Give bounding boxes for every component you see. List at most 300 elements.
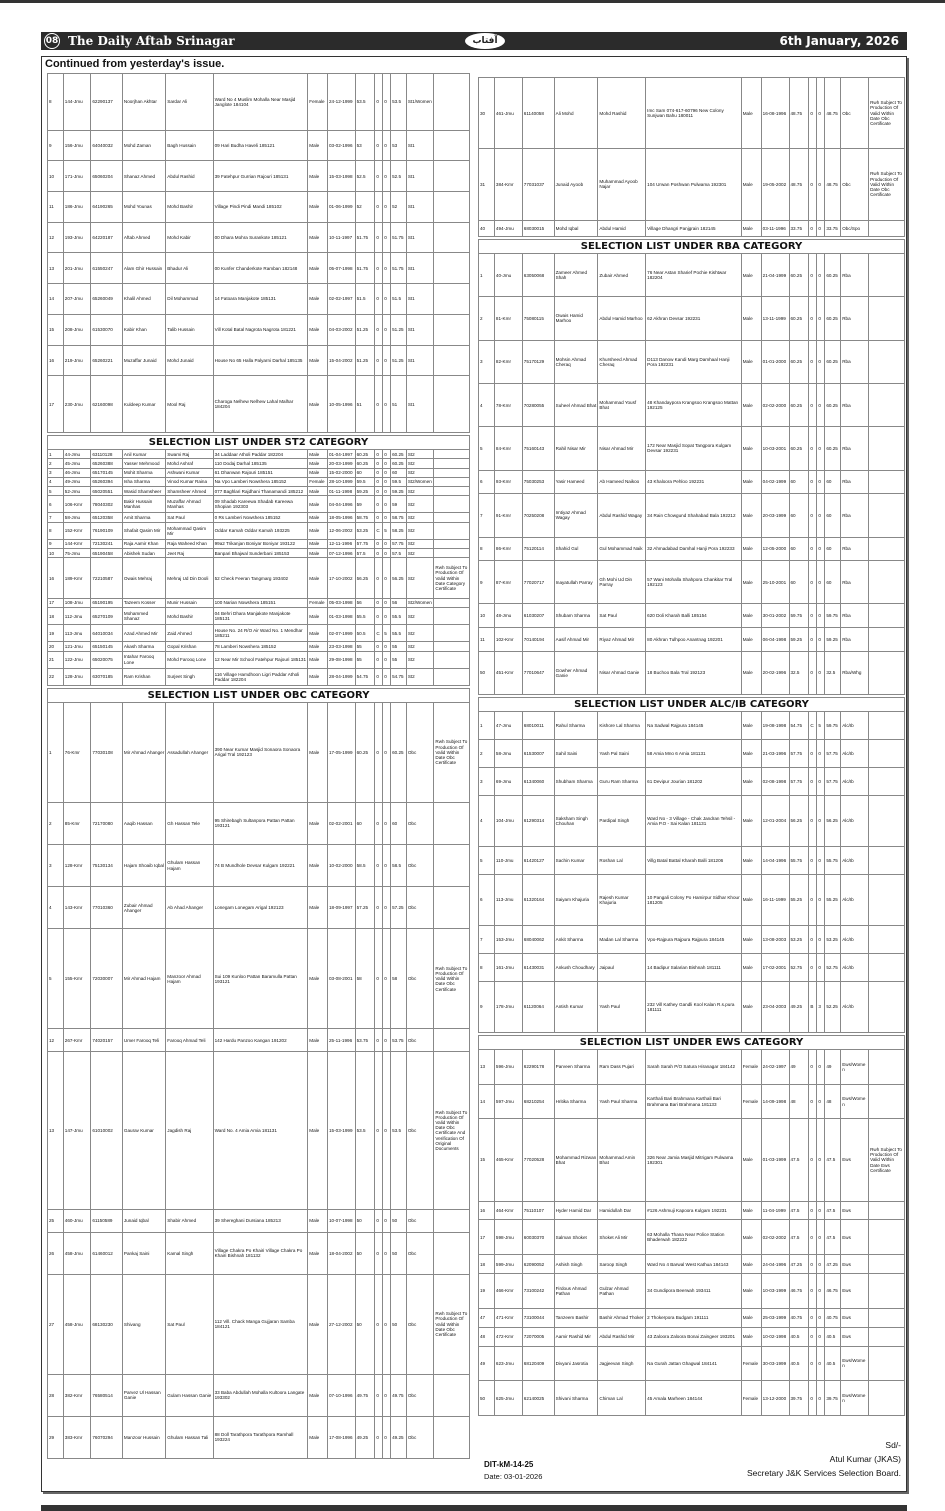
table-cell: 28-04-1999 — [328, 668, 356, 685]
table-cell: 25-11-1996 — [328, 1029, 356, 1052]
table-cell: 121-Jmu — [63, 642, 91, 651]
table-cell: 0 — [383, 284, 391, 315]
table-cell: 76-Kmr — [63, 703, 91, 803]
table-cell: 0 — [817, 651, 825, 694]
table-cell: Roshan Lal — [598, 846, 646, 874]
table-cell: 60 — [825, 470, 841, 494]
table-cell: 0 — [383, 1029, 391, 1052]
table-cell: 60.25 — [789, 254, 809, 297]
table-cell: 74 B Mundhole Devsar Kulgam 192221 — [213, 845, 308, 887]
table-cell: 232 Vill Kathey Gandli Kool Kalan R.s.pura 181111 — [646, 981, 742, 1032]
table-cell: 56.25 — [825, 795, 841, 846]
table-cell: 64220187 — [91, 222, 123, 253]
table-cell: C — [375, 625, 383, 642]
table-cell: Charoga Nelhew Nelhew Lahal Malhar 184204 — [213, 376, 308, 433]
table-cell: 382-Kmr — [63, 1374, 91, 1416]
table-cell: 55.5 — [391, 608, 407, 625]
table-row — [48, 642, 470, 651]
table-cell: 49.25 — [391, 1416, 407, 1458]
table-cell: 60.25 — [355, 703, 375, 803]
table-cell: 45 Amala Marheen 184144 — [646, 1381, 742, 1416]
table-cell: 24-02-1997 — [761, 1050, 789, 1085]
table-cell: Abishek Sudan — [122, 549, 165, 558]
table-cell: 5 — [48, 487, 64, 496]
table-cell: 76070294 — [91, 1416, 123, 1458]
table-cell: Pardipal Singh — [598, 795, 646, 846]
table-row — [479, 1220, 905, 1255]
table-cell: Owais Mehraj — [122, 558, 165, 598]
table-cell: 155-Kmr — [63, 929, 91, 1029]
right-column — [478, 77, 905, 1418]
table-cell: 12-11-1996 — [328, 539, 356, 548]
table-cell: 57.75 — [789, 767, 809, 795]
signatory-name: Atul Kumar (JKAS) — [829, 1454, 901, 1464]
table-cell: Alc/Ib — [841, 874, 869, 925]
section-cont-right — [478, 77, 905, 237]
table-cell: Jagdish Raj — [166, 1052, 213, 1210]
table-cell: 3 — [48, 468, 64, 477]
table-cell: 61150589 — [91, 1209, 123, 1232]
table-cell: Male — [308, 376, 328, 433]
table-cell: 39 Shereghani Dursiana 185213 — [213, 1209, 308, 1232]
table-cell: 29 — [48, 1416, 64, 1458]
table-cell: Obc — [406, 1232, 434, 1274]
table-cell: Female — [741, 1346, 761, 1381]
table-cell: 0 — [383, 539, 391, 548]
table-cell: 61340060 — [522, 767, 554, 795]
table-cell: 0 — [809, 846, 817, 874]
table-cell: 43 Zaloora Zaloora Bonai Zaingeer 193201 — [646, 1327, 742, 1346]
table-cell: Ews/Women — [841, 1381, 869, 1416]
table-cell: House No 65 Halla Palyarni Darhal 185135 — [213, 345, 308, 376]
table-cell: Yash Pal Saini — [598, 739, 646, 767]
table-cell: 49-Jmu — [63, 477, 91, 486]
table-cell: 60.25 — [825, 297, 841, 340]
table-row — [48, 1274, 470, 1374]
table-cell: 0 — [383, 558, 391, 598]
table-cell: Hritika Sharma — [554, 1084, 598, 1119]
table-cell: 0 — [817, 427, 825, 470]
table-row — [48, 1374, 470, 1416]
table-row — [479, 494, 905, 537]
table-cell: 51 — [391, 376, 407, 433]
table-row — [479, 795, 905, 846]
table-cell — [434, 651, 470, 668]
table-cell: 60 — [391, 468, 407, 477]
table-cell: 0 — [383, 477, 391, 486]
table-cell: Female — [308, 477, 328, 486]
table-cell: 0 — [383, 887, 391, 929]
table-cell: 0 — [383, 130, 391, 161]
table-cell — [434, 74, 470, 131]
table-cell: 0 — [375, 1052, 383, 1210]
table-cell: 153-Jmu — [494, 925, 522, 953]
table-cell — [869, 846, 905, 874]
table-cell: 147-Jmu — [63, 1052, 91, 1210]
table-cell: 40-Jmu — [494, 254, 522, 297]
table-cell: 4 — [479, 383, 495, 426]
table-cell: 0 — [383, 513, 391, 522]
table-cell — [434, 539, 470, 548]
table-cell: Rba — [841, 383, 869, 426]
table-cell: 59.75 — [825, 604, 841, 628]
table-row — [48, 1052, 470, 1210]
table-cell: 05-07-1998 — [328, 253, 356, 284]
table-cell: 0 Rs Lamberi Nowshera 185152 — [213, 513, 308, 522]
table-cell: 11 — [479, 627, 495, 651]
table-row — [479, 1346, 905, 1381]
table-cell: Muhammad Ayoob Najar — [598, 149, 646, 220]
table-row — [479, 1274, 905, 1309]
table-cell: Male — [308, 284, 328, 315]
table-cell: 49 — [789, 1050, 809, 1085]
table-cell: 110-Jmu — [494, 846, 522, 874]
table-cell: 76190109 — [91, 522, 123, 539]
table-cell: 0 — [375, 703, 383, 803]
table-cell: 0 — [809, 1327, 817, 1346]
table-cell: 0 — [817, 383, 825, 426]
table-cell: 113-Jmu — [63, 625, 91, 642]
table-cell: 0 — [809, 1255, 817, 1274]
table-cell: Obc — [841, 149, 869, 220]
table-cell: 51.25 — [355, 345, 375, 376]
table-cell: 599-Jmu — [494, 1255, 522, 1274]
table-row — [479, 537, 905, 561]
table-cell: 326 Near Jamia Masjid Mitrigam Pulwama 192301 — [646, 1119, 742, 1201]
table-cell: Yash Paul Sharma — [598, 1084, 646, 1119]
table-cell: 39.75 — [789, 1381, 809, 1416]
table-cell: 03-11-1996 — [761, 220, 789, 236]
table-cell: 55 — [391, 651, 407, 668]
table-cell: Rwh Subject To Production Of Valid Within Date Obc Certificate — [434, 1274, 470, 1374]
table-cell: 48 Khandaypora Krangsoo Krangsoo Mattan 192125 — [646, 383, 742, 426]
table-cell: 01-01-2000 — [761, 340, 789, 383]
masthead — [41, 32, 907, 50]
table-cell: Ashish Singh — [554, 1255, 598, 1274]
table-cell: Shahid Gul — [554, 537, 598, 561]
table-cell: 0 — [817, 297, 825, 340]
table-cell: Jagjeevan Singh — [598, 1346, 646, 1381]
table-cell: 58-Jmu — [63, 513, 91, 522]
table-cell: 11 — [48, 191, 64, 222]
table-cell: Male — [741, 340, 761, 383]
table-cell — [869, 1255, 905, 1274]
table-cell: 58.5 — [391, 845, 407, 887]
table-cell: 55.25 — [825, 874, 841, 925]
table-cell: 10-05-1996 — [328, 376, 356, 433]
table-cell: 61530007 — [522, 739, 554, 767]
table-cell: 108-Jmu — [63, 598, 91, 607]
table-cell: 7 — [479, 494, 495, 537]
table-cell: 0 — [383, 608, 391, 625]
table-row — [48, 522, 470, 539]
table-cell: 60.25 — [355, 459, 375, 468]
table-cell: Saksham Singh Chouhan — [554, 795, 598, 846]
table-cell: 0 — [375, 459, 383, 468]
table-cell: 178-Jmu — [494, 981, 522, 1032]
table-cell: 58 Amia Mno 6 Amia 181131 — [646, 739, 742, 767]
table-cell — [434, 191, 470, 222]
table-cell: Alc/Ib — [841, 981, 869, 1032]
table-cell: 52.5 — [391, 161, 407, 192]
table-cell: 0 — [375, 1232, 383, 1274]
table-cell: Muzaffar Junaid — [122, 345, 165, 376]
table-cell: Mohd Zaman — [122, 130, 165, 161]
table-cell: Obc — [406, 1416, 434, 1458]
table-cell — [869, 427, 905, 470]
table-cell — [434, 608, 470, 625]
table-cell: 0 — [809, 78, 817, 149]
table-cell: 60.25 — [825, 254, 841, 297]
table-cell: Bhadur Ali — [166, 253, 213, 284]
table-cell: Female — [741, 1050, 761, 1085]
table-cell: Junaid Ayoob — [554, 149, 598, 220]
table-row — [479, 340, 905, 383]
table-cell: 1 — [48, 703, 64, 803]
table-cell: 19 — [479, 1274, 495, 1309]
table-cell: 52 — [391, 191, 407, 222]
table-cell: Umer Farooq Teli — [122, 1029, 165, 1052]
table-cell: 54.75 — [391, 668, 407, 685]
table-cell: 0 — [809, 739, 817, 767]
table-cell: Rba — [841, 537, 869, 561]
table-cell: 55.75 — [789, 846, 809, 874]
table-row — [479, 470, 905, 494]
table-cell: Male — [741, 561, 761, 604]
table-cell: 0 — [809, 1084, 817, 1119]
table-cell: 59.25 — [825, 627, 841, 651]
table-cell: Male — [308, 1052, 328, 1210]
table-cell: 10 — [48, 549, 64, 558]
table-cell: Ews — [841, 1327, 869, 1346]
table-cell — [434, 1232, 470, 1274]
table-cell: 85-Kmr — [63, 802, 91, 844]
table-cell: 93-Kmr — [494, 470, 522, 494]
table-cell: Abdul Hamid Marhoo — [598, 297, 646, 340]
table-cell: 0 — [375, 1209, 383, 1232]
table-cell: 3 — [479, 340, 495, 383]
table-cell: Pankaj Saini — [122, 1232, 165, 1274]
table-cell: 6 — [479, 874, 495, 925]
table-cell: 48-Jmu — [494, 604, 522, 628]
table-cell: 55.25 — [789, 874, 809, 925]
table-cell: 384-Kmr — [494, 149, 522, 220]
table-cell: Ghulam Hassan Tali — [166, 1416, 213, 1458]
table-row — [48, 625, 470, 642]
table-cell: 9 — [48, 130, 64, 161]
table-cell: 13-08-2003 — [761, 925, 789, 953]
table-cell: Male — [308, 487, 328, 496]
table-cell: 0 — [383, 668, 391, 685]
table-cell: 65260221 — [91, 345, 123, 376]
table-cell: 112 Vill. Chack Manga Gujjaran Samba 184121 — [213, 1274, 308, 1374]
table-cell: 57 Wani Mohalla Shahpora Chankitar Tral 192123 — [646, 561, 742, 604]
table-cell: 56 — [391, 598, 407, 607]
table-cell: Male — [308, 625, 328, 642]
table-cell: 51.25 — [355, 314, 375, 345]
table-cell: Shamsheer Ahmed — [166, 487, 213, 496]
table-cell: 0 — [383, 459, 391, 468]
section-title: SELECTION LIST UNDER RBA CATEGORY — [478, 239, 905, 253]
table-cell: 52-Jmu — [63, 487, 91, 496]
table-cell: 61120064 — [522, 981, 554, 1032]
table-cell: 13 — [479, 1050, 495, 1085]
table-cell: 53.25 — [789, 925, 809, 953]
table-cell: 4 — [48, 887, 64, 929]
table-cell: 49.25 — [789, 981, 809, 1032]
table-cell: 0 — [375, 802, 383, 844]
table-cell: 10-03-1999 — [761, 1274, 789, 1309]
table-row — [479, 846, 905, 874]
table-cell: 0 — [809, 1050, 817, 1085]
table-cell: 18 Buchoo Bala Tral 192123 — [646, 651, 742, 694]
table-cell: 72210587 — [91, 558, 123, 598]
table-row — [479, 1327, 905, 1346]
table-cell: 460-Jmu — [63, 1209, 91, 1232]
table-cell: 63070185 — [91, 668, 123, 685]
table-cell: Aaqib Hassan — [122, 802, 165, 844]
table-cell — [434, 668, 470, 685]
table-cell: B — [809, 981, 817, 1032]
table-cell: Zaid Ahmed — [166, 625, 213, 642]
table-row — [479, 925, 905, 953]
table-cell: 60 — [355, 468, 375, 477]
table-cell: 0 — [383, 929, 391, 1029]
table-cell: 50 — [479, 651, 495, 694]
table-cell: Wasid Shamsheer — [122, 487, 165, 496]
table-cell: 57.5 — [355, 549, 375, 558]
table-cell: 13-12-2000 — [761, 1381, 789, 1416]
section-cont-left — [47, 73, 470, 433]
table-cell: 53.75 — [355, 1029, 375, 1052]
table-cell: 383-Kmr — [63, 1416, 91, 1458]
table-cell: 112-Jmu — [63, 608, 91, 625]
table-cell: 60030370 — [522, 1220, 554, 1255]
table-cell: Firdous Ahmad Pathan — [554, 1274, 598, 1309]
table-cell: Rba/Whg — [841, 651, 869, 694]
table-row — [48, 845, 470, 887]
table-cell: 78040302 — [91, 496, 123, 513]
table-cell: 07-10-1996 — [328, 1374, 356, 1416]
table-cell: 48.75 — [789, 78, 809, 149]
table-cell: St2 — [406, 513, 434, 522]
table-cell — [869, 254, 905, 297]
table-cell — [434, 522, 470, 539]
table-cell: Muzaffar Ahmad Manhas — [166, 496, 213, 513]
table-cell: Male — [308, 161, 328, 192]
table-cell: 100 Narian Nowshera 185151 — [213, 598, 308, 607]
table-cell: 597-Jmu — [494, 1084, 522, 1119]
table-cell: 31 — [479, 149, 495, 220]
table-cell: 61010002 — [91, 1052, 123, 1210]
table-cell: Dil Mohammad — [166, 284, 213, 315]
table-cell: 72070005 — [522, 1327, 554, 1346]
notice-reference: DIT-kM-14-25 — [484, 1460, 534, 1469]
table-cell: 451-Kmr — [494, 651, 522, 694]
table-cell: 57.75 — [825, 767, 841, 795]
table-cell: Kabir Khan — [122, 314, 165, 345]
table-cell: St2 — [406, 487, 434, 496]
table-cell: 59.5 — [391, 477, 407, 486]
table-cell: Ram Krishan — [122, 668, 165, 685]
table-cell: Obc — [406, 929, 434, 1029]
table-row — [48, 161, 470, 192]
table-cell: Rahul Sharma — [554, 712, 598, 740]
table-cell: 077 Baghlari Rajdhani Thanamandi 185212 — [213, 487, 308, 496]
table-cell: 5 — [383, 625, 391, 642]
table-cell: 10-02-2000 — [328, 845, 356, 887]
table-cell: 77020528 — [522, 1119, 554, 1201]
table-cell: 60.25 — [825, 383, 841, 426]
continued-note: Continued from yesterday's issue. — [45, 58, 225, 70]
table-cell: 02-02-1997 — [328, 284, 356, 315]
table-cell: 68210254 — [522, 1084, 554, 1119]
table-cell: Obc — [406, 1209, 434, 1232]
table-cell: St2 — [406, 450, 434, 459]
table-cell: Rba — [841, 494, 869, 537]
table-cell: Khursheed Ahmad Cheraq — [598, 340, 646, 383]
table-row — [48, 468, 470, 477]
table-cell: 04-03-2002 — [328, 314, 356, 345]
table-cell: Male — [308, 1374, 328, 1416]
table-cell: Salman Shoket — [554, 1220, 598, 1255]
table-cell: 16-11-1999 — [761, 874, 789, 925]
table-cell: C — [809, 712, 817, 740]
table-row — [48, 459, 470, 468]
table-cell: Sat Paul — [598, 604, 646, 628]
table-row — [479, 427, 905, 470]
table-cell: 32.5 — [825, 651, 841, 694]
table-cell — [869, 795, 905, 846]
table-cell: 143-Kmr — [63, 887, 91, 929]
table-cell: 62290137 — [91, 74, 123, 131]
table-cell: 472-Kmr — [494, 1327, 522, 1346]
table-cell: 55 — [391, 642, 407, 651]
table-cell: Ward No. 4 Amia Amia 181131 — [213, 1052, 308, 1210]
table-cell: Mehraj Ud Din Dooli — [166, 558, 213, 598]
selection-table — [478, 1049, 905, 1416]
table-cell: Kamal Singh — [166, 1232, 213, 1274]
table-cell: 0 — [375, 314, 383, 345]
table-cell: 10 — [48, 161, 64, 192]
table-cell: Gowher Ahmad Ganie — [554, 651, 598, 694]
table-cell: 45-Jmu — [63, 459, 91, 468]
table-row — [48, 598, 470, 607]
table-cell: 51.75 — [355, 222, 375, 253]
table-cell: 104 Urwan Poshwan Pulwama 192301 — [646, 149, 742, 220]
table-cell: Rajesh Kumar Khajuria — [598, 874, 646, 925]
table-cell: 12-01-2004 — [761, 795, 789, 846]
table-cell — [869, 1308, 905, 1327]
table-cell: Obc — [406, 845, 434, 887]
table-cell: 51.75 — [355, 253, 375, 284]
table-cell: Shubam Sharma — [554, 604, 598, 628]
table-cell: 110 Dodaj Darhal 185135 — [213, 459, 308, 468]
table-cell: Ward No 4 Muslim Mohalla Near Masjid Janglote 184104 — [213, 74, 308, 131]
table-cell: Male — [308, 887, 328, 929]
table-cell — [434, 314, 470, 345]
section-alc — [478, 697, 905, 1033]
table-cell: Male — [741, 427, 761, 470]
table-cell: 49 — [479, 1346, 495, 1381]
table-cell: 24-12-1999 — [328, 74, 356, 131]
table-cell: Talib Hussain — [166, 314, 213, 345]
table-cell: 48.75 — [789, 149, 809, 220]
table-cell: 04 Behri Dhara Manjakote Manjakote 185131 — [213, 608, 308, 625]
table-cell: 53.5 — [355, 74, 375, 131]
table-cell: 01-03-1998 — [328, 608, 356, 625]
table-cell: 27 — [48, 1274, 64, 1374]
